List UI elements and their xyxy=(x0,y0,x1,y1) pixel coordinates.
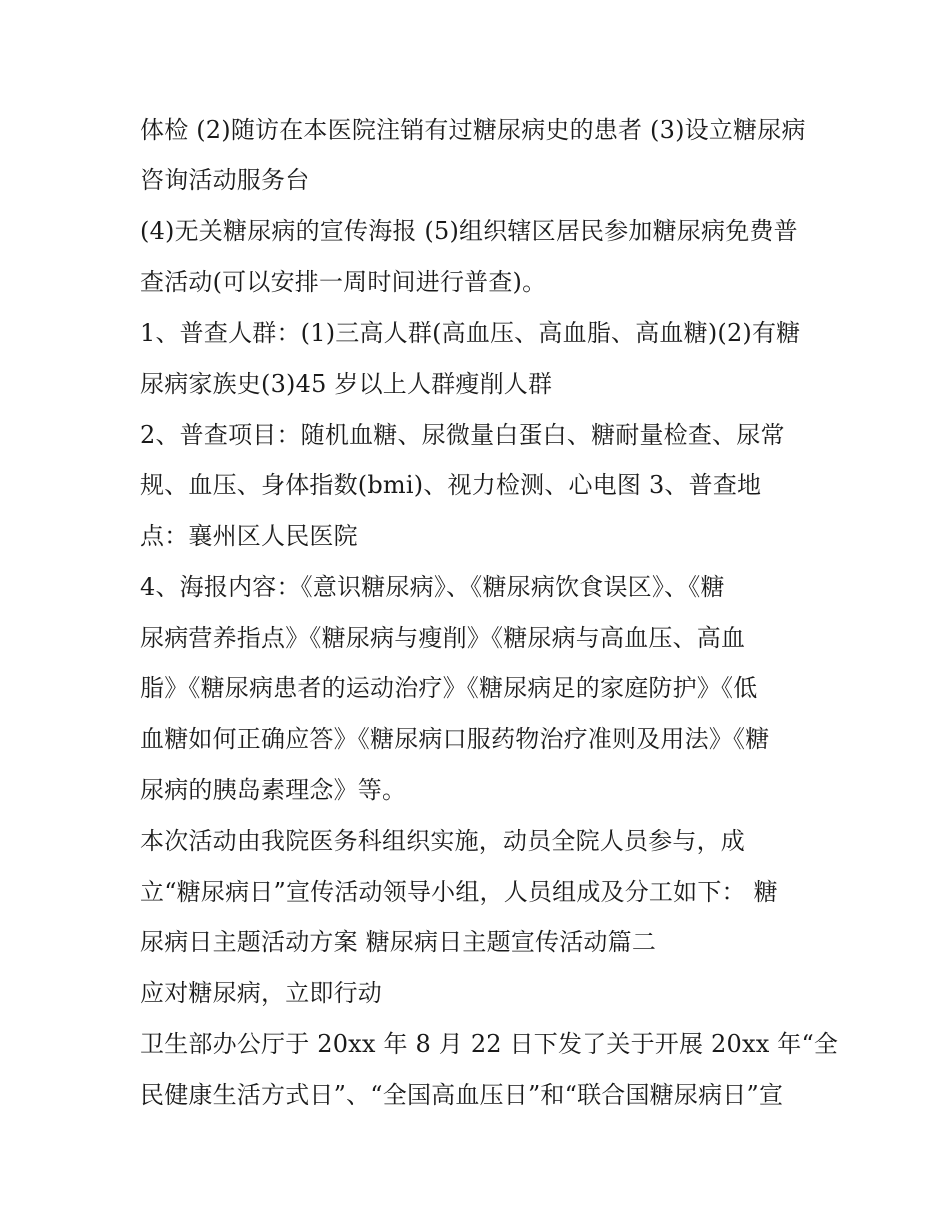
text-line: 尿病的胰岛素理念》等。 xyxy=(140,776,407,804)
text-line: 2、普查项目：随机血糖、尿微量白蛋白、糖耐量检查、尿常 xyxy=(140,421,785,449)
text-line: 尿病家族史(3)45 岁以上人群瘦削人群 xyxy=(140,370,553,398)
text-line: 卫生部办公厅于 20xx 年 8 月 22 日下发了关于开展 20xx 年“全 xyxy=(140,1030,839,1058)
text-line: 点：襄州区人民医院 xyxy=(140,522,358,550)
text-line: 咨询活动服务台 xyxy=(140,166,310,194)
text-line: 脂》《糖尿病患者的运动治疗》《糖尿病足的家庭防护》《低 xyxy=(140,674,758,702)
text-line: 尿病营养指点》《糖尿病与瘦削》《糖尿病与高血压、高血 xyxy=(140,624,746,652)
text-line: 尿病日主题活动方案 糖尿病日主题宣传活动篇二 xyxy=(140,928,657,956)
text-line: 本次活动由我院医务科组织实施，动员全院人员参与，成 xyxy=(140,827,745,855)
text-line: 应对糖尿病，立即行动 xyxy=(140,979,382,1007)
text-line: 民健康生活方式日”、“全国高血压日”和“联合国糖尿病日”宣 xyxy=(140,1081,784,1109)
text-line: 4、海报内容：《意识糖尿病》、《糖尿病饮食误区》、《糖 xyxy=(140,573,725,601)
text-line: 血糖如何正确应答》《糖尿病口服药物治疗准则及用法》《糖 xyxy=(140,725,770,753)
text-line: 查活动(可以安排一周时间进行普查)。 xyxy=(140,268,547,296)
text-line: 1、普查人群：(1)三高人群(高血压、高血脂、高血糖)(2)有糖 xyxy=(140,319,801,347)
text-line: 体检 (2)随访在本医院注销有过糖尿病史的患者 (3)设立糖尿病 xyxy=(140,116,806,144)
text-line: 规、血压、身体指数(bmi)、视力检测、心电图 3、普查地 xyxy=(140,471,762,499)
text-line: (4)无关糖尿病的宣传海报 (5)组织辖区居民参加糖尿病免费普 xyxy=(140,217,798,245)
text-line: 立“糖尿病日”宣传活动领导小组，人员组成及分工如下： 糖 xyxy=(140,878,778,906)
